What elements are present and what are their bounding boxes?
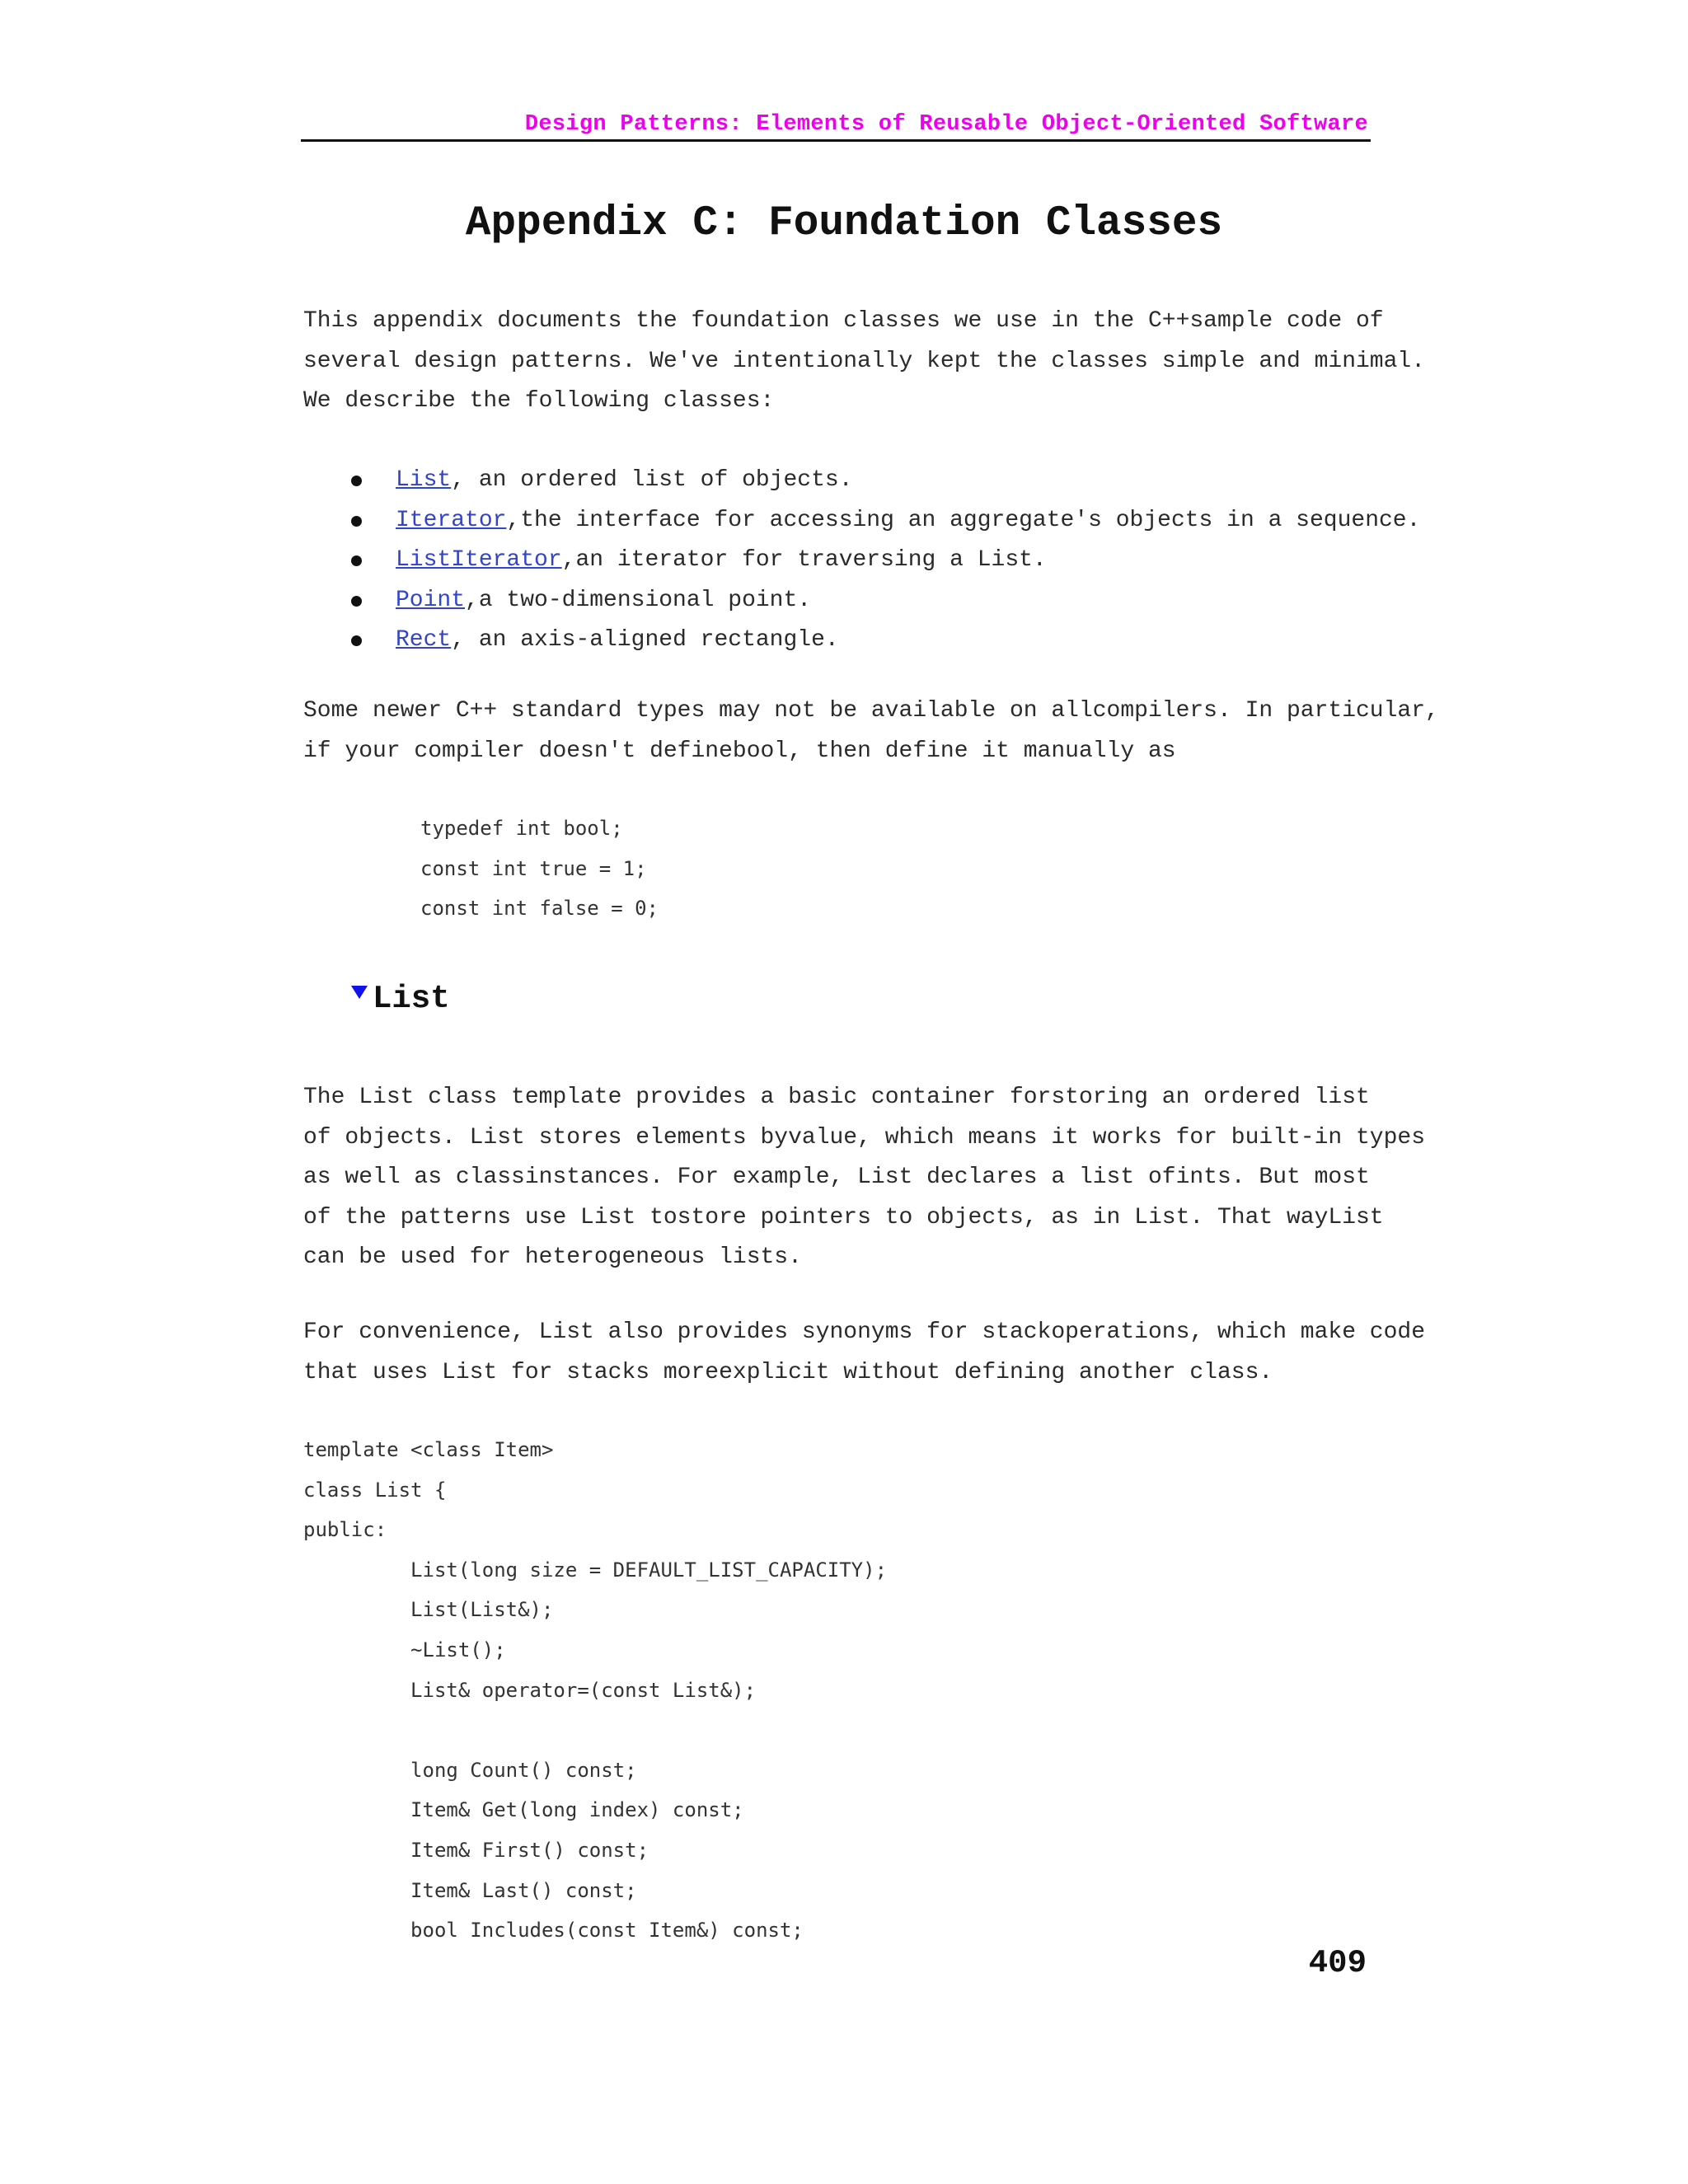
list-item-text: , an axis-aligned rectangle. [451,627,839,654]
list-item [303,541,1375,581]
section-heading-list [351,981,450,1017]
list-item [303,581,1375,621]
bullet-icon [351,555,362,566]
list-item-text: ,a two-dimensional point. [465,587,812,613]
page-title: Appendix C: Foundation Classes [465,200,1223,247]
list-description-paragraph [303,1078,1426,1278]
intro-line: We describe the following classes: [303,388,775,415]
note-line: Some newer C++ standard types may not be available on allcompilers. In particular, [303,698,1439,724]
code-line: typedef int bool; [420,817,623,840]
code-line: List& operator=(const List&); [303,1678,757,1702]
list-item [303,501,1421,541]
list-item [303,461,1375,501]
bullet-icon [351,476,362,486]
note-line: if your compiler doesn't definebool, then define it manually as [303,738,1176,764]
list-item-text: ,the interface for accessing an aggregate's objects in a sequence. [506,507,1421,533]
list-class-code-block [303,1430,887,1951]
triangle-down-icon[interactable] [351,986,368,999]
code-line: class List { [303,1478,447,1502]
code-line: long Count() const; [303,1758,637,1782]
stack-synonyms-paragraph [303,1313,1426,1393]
list-item-text: ,an iterator for traversing a List. [561,547,1047,574]
intro-line: This appendix documents the foundation classes we use in the C++sample code of [303,308,1384,334]
paragraph-line: of objects. List stores elements byvalue, which means it works for built-in types [303,1124,1426,1151]
code-line: List(long size = DEFAULT_LIST_CAPACITY); [303,1558,888,1582]
running-header: Design Patterns: Elements of Reusable Object-Oriented Software [524,112,1368,137]
paragraph-line: For convenience, List also provides synonyms for stackoperations, which make code [303,1319,1426,1345]
code-line: ~List(); [303,1638,506,1661]
code-line: Item& Get(long index) const; [303,1798,744,1822]
code-line: Item& First() const; [303,1838,649,1862]
link-list-iterator[interactable]: ListIterator [396,547,562,574]
section-heading-text: List [373,981,450,1017]
code-line: template <class Item> [303,1438,554,1461]
typedef-code-block [420,808,659,929]
intro-line: several design patterns. We've intentionally kept the classes simple and minimal. [303,348,1426,374]
paragraph-line: The List class template provides a basic container forstoring an ordered list [303,1085,1370,1110]
bullet-icon [351,596,362,607]
paragraph-line: of the patterns use List tostore pointers to objects, as in List. That wayList [303,1204,1384,1230]
page-number: 409 [1308,1945,1367,1981]
link-point[interactable]: Point [396,587,466,613]
code-line: const int false = 0; [420,897,659,921]
bullet-icon [351,516,362,527]
paragraph-line: that uses List for stacks moreexplicit without defining another class. [303,1359,1273,1385]
code-line: List(List&); [303,1598,554,1622]
code-line: bool Includes(const Item&) const; [303,1919,804,1943]
paragraph-line: as well as classinstances. For example, List declares a list ofints. But most [303,1165,1370,1191]
list-item [303,621,1375,661]
code-line: public: [303,1518,387,1542]
class-list [303,461,1421,661]
intro-paragraph [303,302,1426,422]
header-rule [301,139,1371,142]
paragraph-line: can be used for heterogeneous lists. [303,1244,802,1271]
link-rect[interactable]: Rect [396,627,452,654]
code-line: const int true = 1; [420,856,647,880]
bullet-icon [351,635,362,646]
link-list[interactable]: List [396,467,452,493]
list-item-text: , an ordered list of objects. [451,467,853,493]
code-line: Item& Last() const; [303,1878,637,1902]
link-iterator[interactable]: Iterator [396,507,507,533]
bool-note-paragraph [303,691,1439,771]
